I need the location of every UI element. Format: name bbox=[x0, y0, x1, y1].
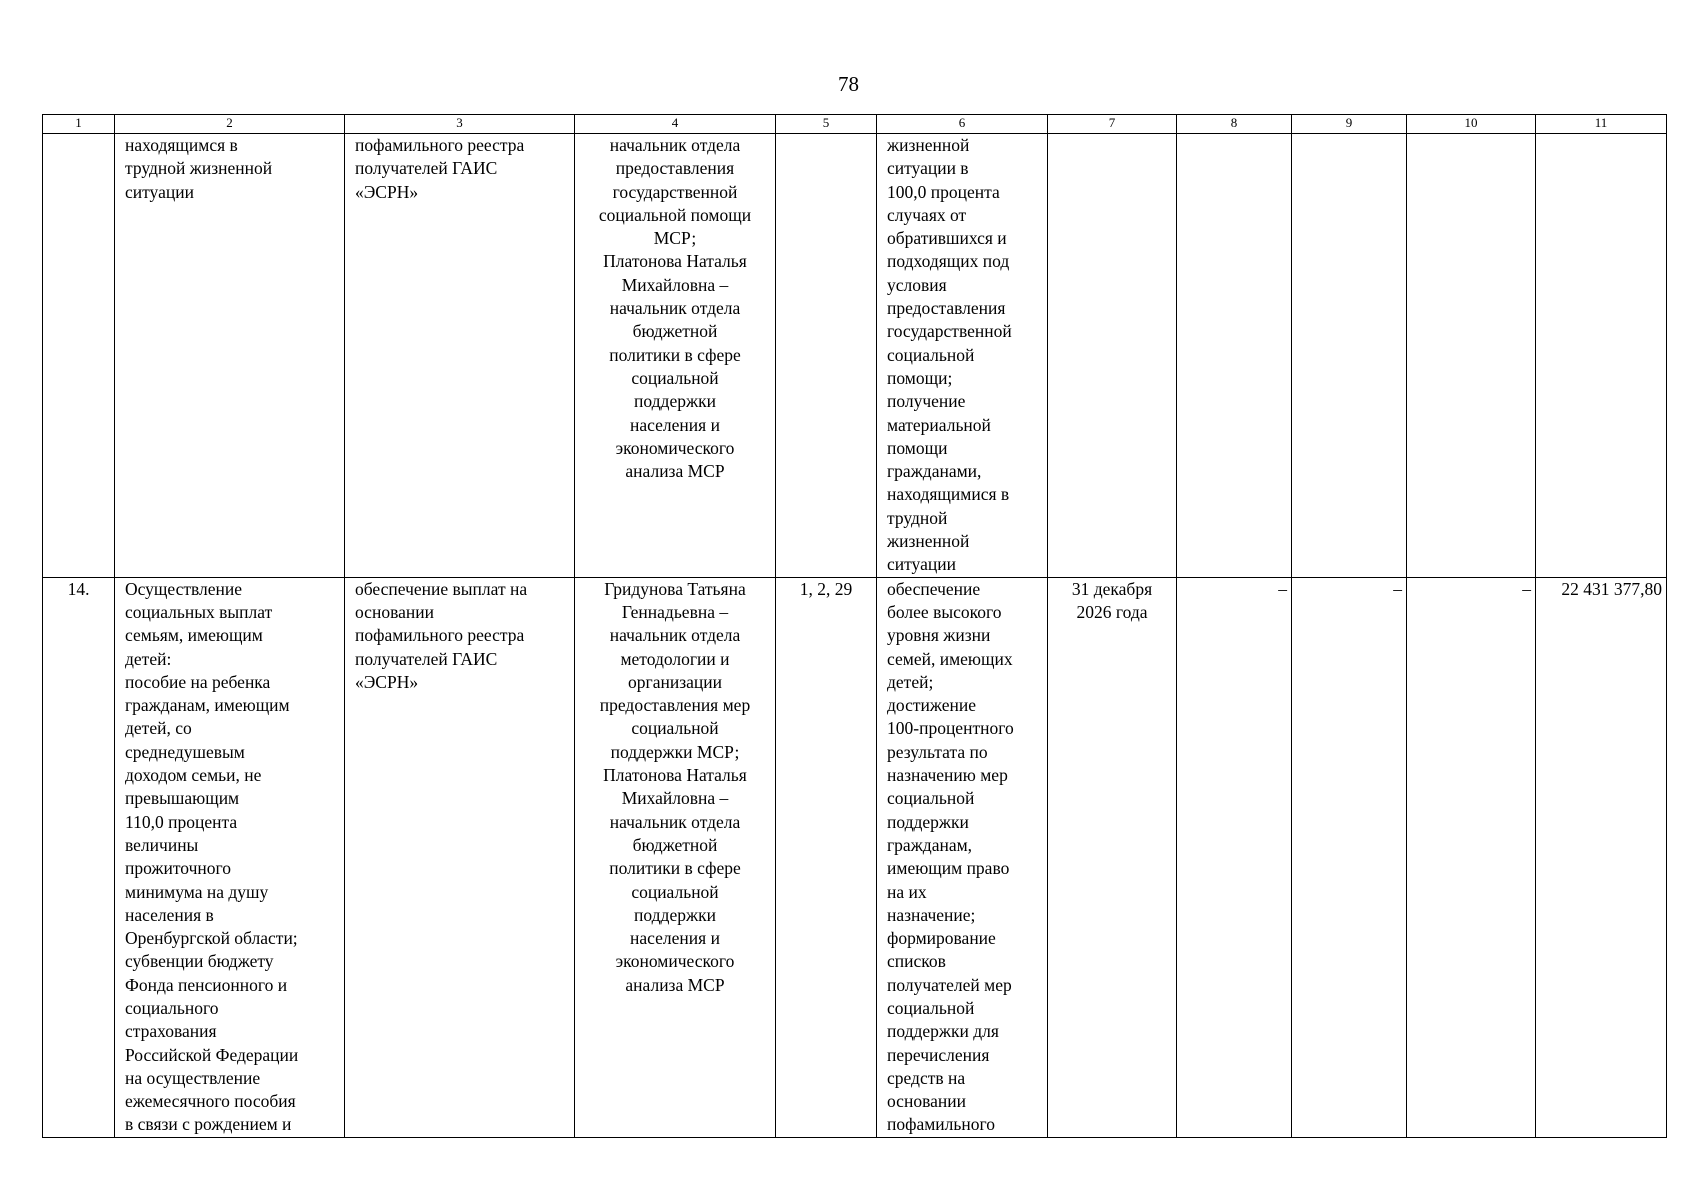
column-header: 9 bbox=[1292, 115, 1407, 134]
row-number-cell bbox=[43, 134, 115, 578]
row-number-cell: 14. bbox=[43, 577, 115, 1137]
responsible-cell: начальник отдела предоставления государственной социальной помощи МСР; Платонова Наталья Михайловна – начальник отдела бюджетной политики в сфере социальной поддержки населения и экономического анализа МСР bbox=[575, 134, 776, 578]
value-cell-8 bbox=[1177, 134, 1292, 578]
column-header: 2 bbox=[115, 115, 345, 134]
activity-name-cell: находящимся в трудной жизненной ситуации bbox=[115, 134, 345, 578]
column-header: 3 bbox=[345, 115, 575, 134]
page-number: 78 bbox=[838, 72, 859, 96]
column-header: 11 bbox=[1536, 115, 1667, 134]
indicator-link-cell bbox=[776, 134, 877, 578]
activity-name-cell: Осуществление социальных выплат семьям, имеющим детей: пособие на ребенка гражданам, имеющим детей, со среднедушевым доходом семьи, не превышающим 110,0 процента величины прожиточного минимума на душу населения в Оренбургской области; субвенции бюджету Фонда пенсионного и социального страхования Российской Федерации на осуществление ежемесячного пособия в связи с рождением и bbox=[115, 577, 345, 1137]
column-header: 6 bbox=[877, 115, 1048, 134]
responsible-cell: Гридунова Татьяна Геннадьевна – начальник отдела методологии и организации предоставления мер социальной поддержки МСР; Платонова Наталья Михайловна – начальник отдела бюджетной политики в сфере социальной поддержки населения и экономического анализа МСР bbox=[575, 577, 776, 1137]
deadline-cell: 31 декабря 2026 года bbox=[1048, 577, 1177, 1137]
expected-result-cell: обеспечение более высокого уровня жизни семей, имеющих детей; достижение 100-процентного результата по назначению мер социальной поддержки гражданам, имеющим право на их назначение; формирование списков получателей мер социальной поддержки для перечисления средств на основании пофамильного bbox=[877, 577, 1048, 1137]
mechanism-cell: обеспечение выплат на основании пофамильного реестра получателей ГАИС «ЭСРН» bbox=[345, 577, 575, 1137]
value-cell-11 bbox=[1536, 134, 1667, 578]
table-row bbox=[43, 134, 1667, 578]
mechanism-cell: пофамильного реестра получателей ГАИС «ЭСРН» bbox=[345, 134, 575, 578]
table-header-row bbox=[43, 115, 1667, 134]
value-cell-9 bbox=[1292, 134, 1407, 578]
column-header: 7 bbox=[1048, 115, 1177, 134]
value-cell-8: – bbox=[1177, 577, 1292, 1137]
column-header: 1 bbox=[43, 115, 115, 134]
program-activities-table bbox=[42, 114, 1667, 1138]
column-header: 8 bbox=[1177, 115, 1292, 134]
column-header: 5 bbox=[776, 115, 877, 134]
expected-result-cell: жизненной ситуации в 100,0 процента случаях от обратившихся и подходящих под условия предоставления государственной социальной помощи; получение материальной помощи гражданами, находящимися в трудной жизненной ситуации bbox=[877, 134, 1048, 578]
value-cell-9: – bbox=[1292, 577, 1407, 1137]
value-cell-10: – bbox=[1407, 577, 1536, 1137]
deadline-cell bbox=[1048, 134, 1177, 578]
value-cell-11: 22 431 377,80 bbox=[1536, 577, 1667, 1137]
indicator-link-cell: 1, 2, 29 bbox=[776, 577, 877, 1137]
value-cell-10 bbox=[1407, 134, 1536, 578]
table-row bbox=[43, 577, 1667, 1137]
column-header: 4 bbox=[575, 115, 776, 134]
column-header: 10 bbox=[1407, 115, 1536, 134]
